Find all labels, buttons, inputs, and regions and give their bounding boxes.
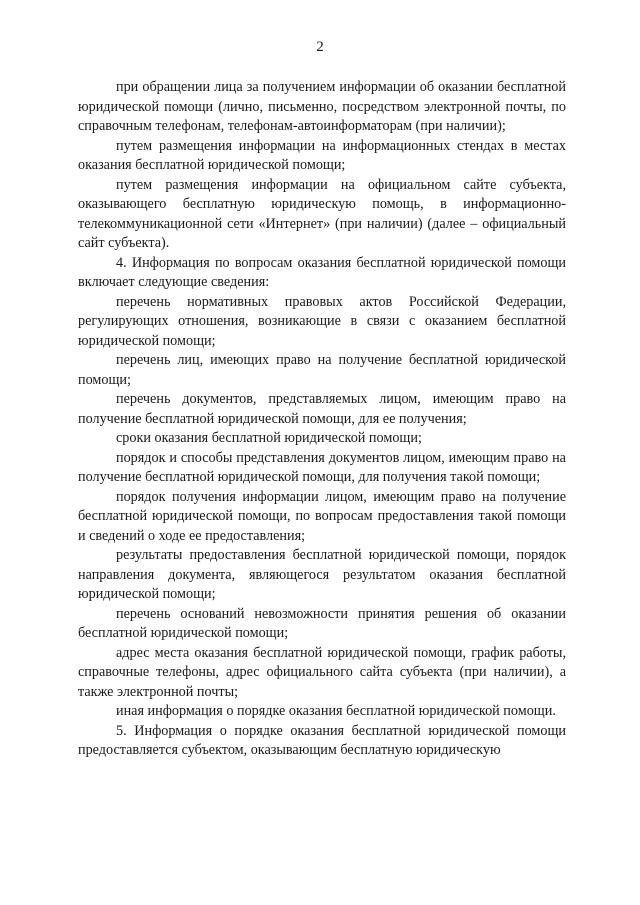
paragraph: перечень документов, представляемых лицом, имеющим право на получение бесплатной юридической помощи, для ее получения; [78, 391, 566, 427]
paragraph: путем размещения информации на официальном сайте субъекта, оказывающего бесплатную юридическую помощь, в информационно-телекоммуникационной сети «Интернет» (при наличии) (далее – официальный сайт субъекта). [78, 176, 566, 251]
paragraph: иная информация о порядке оказания бесплатной юридической помощи. [116, 703, 556, 719]
section-5-paragraph: 5. Информация о порядке оказания бесплатной юридической помощи предоставляется субъектом, оказывающим бесплатную юридическую [78, 722, 566, 758]
paragraph: результаты предоставления бесплатной юридической помощи, порядок направления документа, являющегося результатом оказания бесплатной юридической помощи; [78, 547, 566, 602]
paragraph: порядок и способы представления документов лицом, имеющим право на получение бесплатной юридической помощи, для получения такой помощи; [78, 449, 566, 485]
paragraph: порядок получения информации лицом, имеющим право на получение бесплатной юридической помощи, по вопросам предоставления такой помощи и сведений о ходе ее предоставления; [78, 488, 566, 544]
paragraph: перечень оснований невозможности принятия решения об оказании бесплатной юридической помощи; [78, 605, 566, 641]
paragraph: адрес места оказания бесплатной юридической помощи, график работы, справочные телефоны, адрес официального сайта субъекта (при наличии), а также электронной почты; [78, 644, 566, 700]
page-number: 2 [316, 39, 324, 55]
section-4-heading-paragraph: 4. Информация по вопросам оказания бесплатной юридической помощи включает следующие сведения: [78, 254, 566, 290]
paragraph: перечень лиц, имеющих право на получение бесплатной юридической помощи; [78, 352, 566, 388]
document-body [78, 78, 566, 761]
paragraph: путем размещения информации на информационных стендах в местах оказания бесплатной юридической помощи; [78, 137, 566, 173]
paragraph: перечень нормативных правовых актов Российской Федерации, регулирующих отношения, возникающие в связи с оказанием бесплатной юридической помощи; [78, 293, 566, 349]
paragraph: при обращении лица за получением информации об оказании бесплатной юридической помощи (лично, письменно, посредством электронной почты, по справочным телефонам, телефонам-автоинформаторам (при наличии); [78, 79, 566, 134]
paragraph: сроки оказания бесплатной юридической помощи; [116, 430, 422, 446]
